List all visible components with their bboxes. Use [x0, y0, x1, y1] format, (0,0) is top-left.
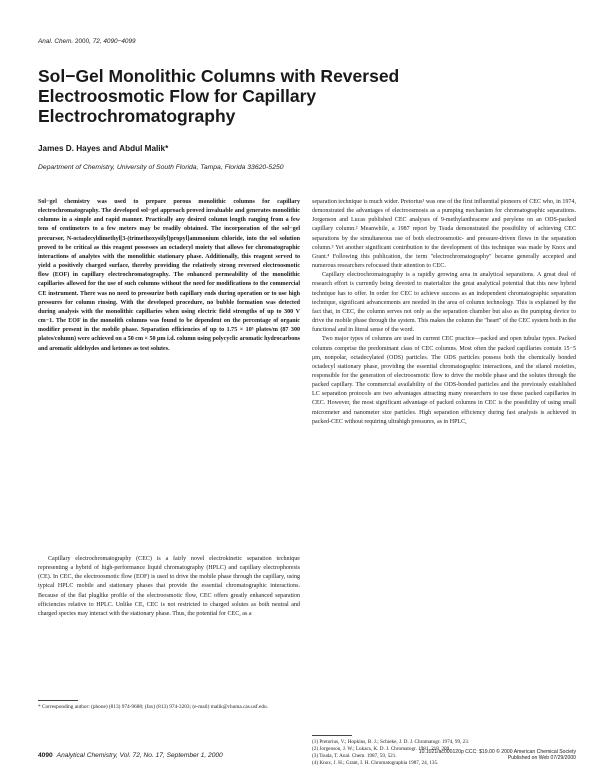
right-column — [312, 198, 576, 427]
reference-item: (3) Tsuda, T. Anal. Chem. 1987, 59, 521. — [312, 753, 397, 760]
reference-item: (2) Jorgenson, J. W.; Lukacs, K. D. J. Chromatogr. 1981, 218, 209. — [312, 746, 451, 753]
page-footer — [38, 752, 223, 759]
abstract-text: Sol−gel chemistry was used to prepare porous monolithic columns for capillary electrochromatography. The developed sol−gel approach proved invaluable and generates monolithic columns in a simple and rapid manner. Practically any desired column length ranging from a few tens of centimeters to a few meters may be readily obtained. The incorporation of the sol−gel precursor, N-octadecyldimethyl[3-(trimethoxysilyl)propyl]ammonium chloride, into the sol solution proved to be critical as this reagent possesses an octadecyl moiety that allows for chromatographic interactions of analytes with the monolithic stationary phase. Additionally, this reagent served to yield a positively charged surface, thereby providing the relatively strong reversed electroosmotic flow (EOF) in capillary electrochromatography. The enhanced permeability of the monolithic capillaries allowed for the use of such columns without the need for modifications to the commercial CE instrument. There was no need to pressurize both capillary ends during operation or to use high pressures for column rinsing. With the developed procedure, no bubble formation was detected during analysis with the monolithic capillaries when using electric field strengths of up to 300 V cm−1. The EOF in the monolith columns was found to be dependent on the percentage of organic modifier present in the mobile phase. Separation efficiencies of up to 1.75 × 10⁵ plates/m (87 300 plates/column) were achieved on a 50 cm × 50 μm i.d. column using polycyclic aromatic hydrocarbons and aromatic aldehydes and ketones as test solutes. — [38, 199, 301, 352]
reference-item: (1) Pretorius, V.; Hopkins, B. J.; Schieke, J. D. J. Chromatogr. 1974, 99, 23. — [312, 739, 470, 745]
body-paragraph: separation technique is much wider. Pretorius¹ was one of the first influential pioneers of CEC who, in 1974, demonstrated the advantages of electroosmosis as a pumping mechanism for chromatographic separations. Jorgenson and Lucas published CEC analyses of 9-methylanthracene and perylene on an ODS-packed capillary column.² Meanwhile, a 1987 report by Tsuda demonstrated the possibility of achieving CEC separations by the simultaneous use of both electroosmotic- and pressure-driven flows in the separation column.³ Yet another significant contribution to the development of this technique was made by Knox and Grant.⁴ Following this publication, the term "electrochromatography" became generally accepted and numerous researchers refocused their attention to CEC. — [312, 199, 576, 270]
journal-issue: Analytical Chemistry, Vol. 72, No. 17, September 1, 2000 — [56, 752, 223, 759]
footnote-divider — [38, 700, 78, 701]
volume-pages: , 72, 4090−4099 — [89, 38, 136, 45]
journal-year: 2000 — [74, 38, 90, 45]
affiliation: Department of Chemistry, University of South Florida, Tampa, Florida 33620-5250 — [38, 164, 284, 171]
body-paragraph: Two major types of columns are used in current CEC practice—packed and open tubular types. Packed columns comprise the predominant class of CEC columns. Most often the packed capillaries contain 15−5 μm, nonpolar, octadecylated (ODS) particles. The ODS particles possess both the chemically bonded octadecyl stationary phase, providing the essential chromatographic interactions, and the silanol moieties, responsible for the generation of electroosmotic flow to drive the mobile phase and the solutes through the packed capillary. The commercial availability of the ODS-bonded particles and the previously established LC separation protocols are two advantages attracting many researchers to use these packed capillaries in CEC. However, the most significant advantage of packed columns in CEC is the possibility of using small micrometer and nanometer size particles. High separation efficiency during fast analysis is achieved in packed-CEC without requiring ultrahigh pressures, as in HPLC, — [312, 336, 576, 425]
article-title: Sol−Gel Monolithic Columns with Reversed Electroosmotic Flow for Capillary Electrochromatography — [38, 66, 400, 126]
introduction-left-column — [38, 555, 300, 619]
page-number: 4090 — [38, 752, 53, 759]
journal-name: Anal. Chem. — [38, 38, 74, 45]
references-divider — [312, 735, 352, 736]
journal-citation — [38, 38, 136, 45]
corresponding-author-note: * Corresponding author: (phone) (813) 974-9688; (fax) (813) 974-3203; (e-mail) malik@chuma.cas.usf.edu. — [38, 704, 268, 710]
body-paragraph: Capillary electrochromatography is a rapidly growing area in analytical separations. A great deal of research effort is currently being devoted to materialize the great analytical potential that this new hybrid technique has to offer. In order for CEC to achieve success as an independent chromatographic separation technique, significant advancements are needed in the area of column technology. This is explained by the fact that, in CEC, the column serves not only as the separation chamber but also as the pumping device to drive the mobile phase through the system. This makes the column the "heart" of the CEC system both in the functional and in literal sense of the word. — [312, 272, 576, 334]
abstract — [38, 198, 300, 354]
intro-paragraph: Capillary electrochromatography (CEC) is a fairly novel electrokinetic separation technique representing a hybrid of high-performance liquid chromatography (HPLC) and capillary electrophoresis (CE). In CEC, the electroosmotic flow (EOF) is used to drive the mobile phase through the capillary, using typical HPLC mobile and stationary phases that provide the essential chromatographic interactions. Because of the flat pluglike profile of the electroosmotic flow, CEC offers greatly enhanced separation efficiencies relative to HPLC. Unlike CE, CEC is not restricted to charged solutes as both neutral and charged species may interact with the stationary phase. Thus, the potential for CEC, as a — [38, 556, 300, 617]
reference-item: (4) Knox, J. H.; Grant, I. H. Chromatographia 1987, 24, 135. — [312, 760, 439, 767]
author-list: James D. Hayes and Abdul Malik* — [38, 144, 169, 153]
publication-info — [356, 749, 576, 762]
web-publication-date: Published on Web 07/29/2000 — [507, 755, 576, 762]
doi-copyright: 10.1021/ac000120p CCC: $19.00 © 2000 American Chemical Society — [418, 749, 576, 755]
